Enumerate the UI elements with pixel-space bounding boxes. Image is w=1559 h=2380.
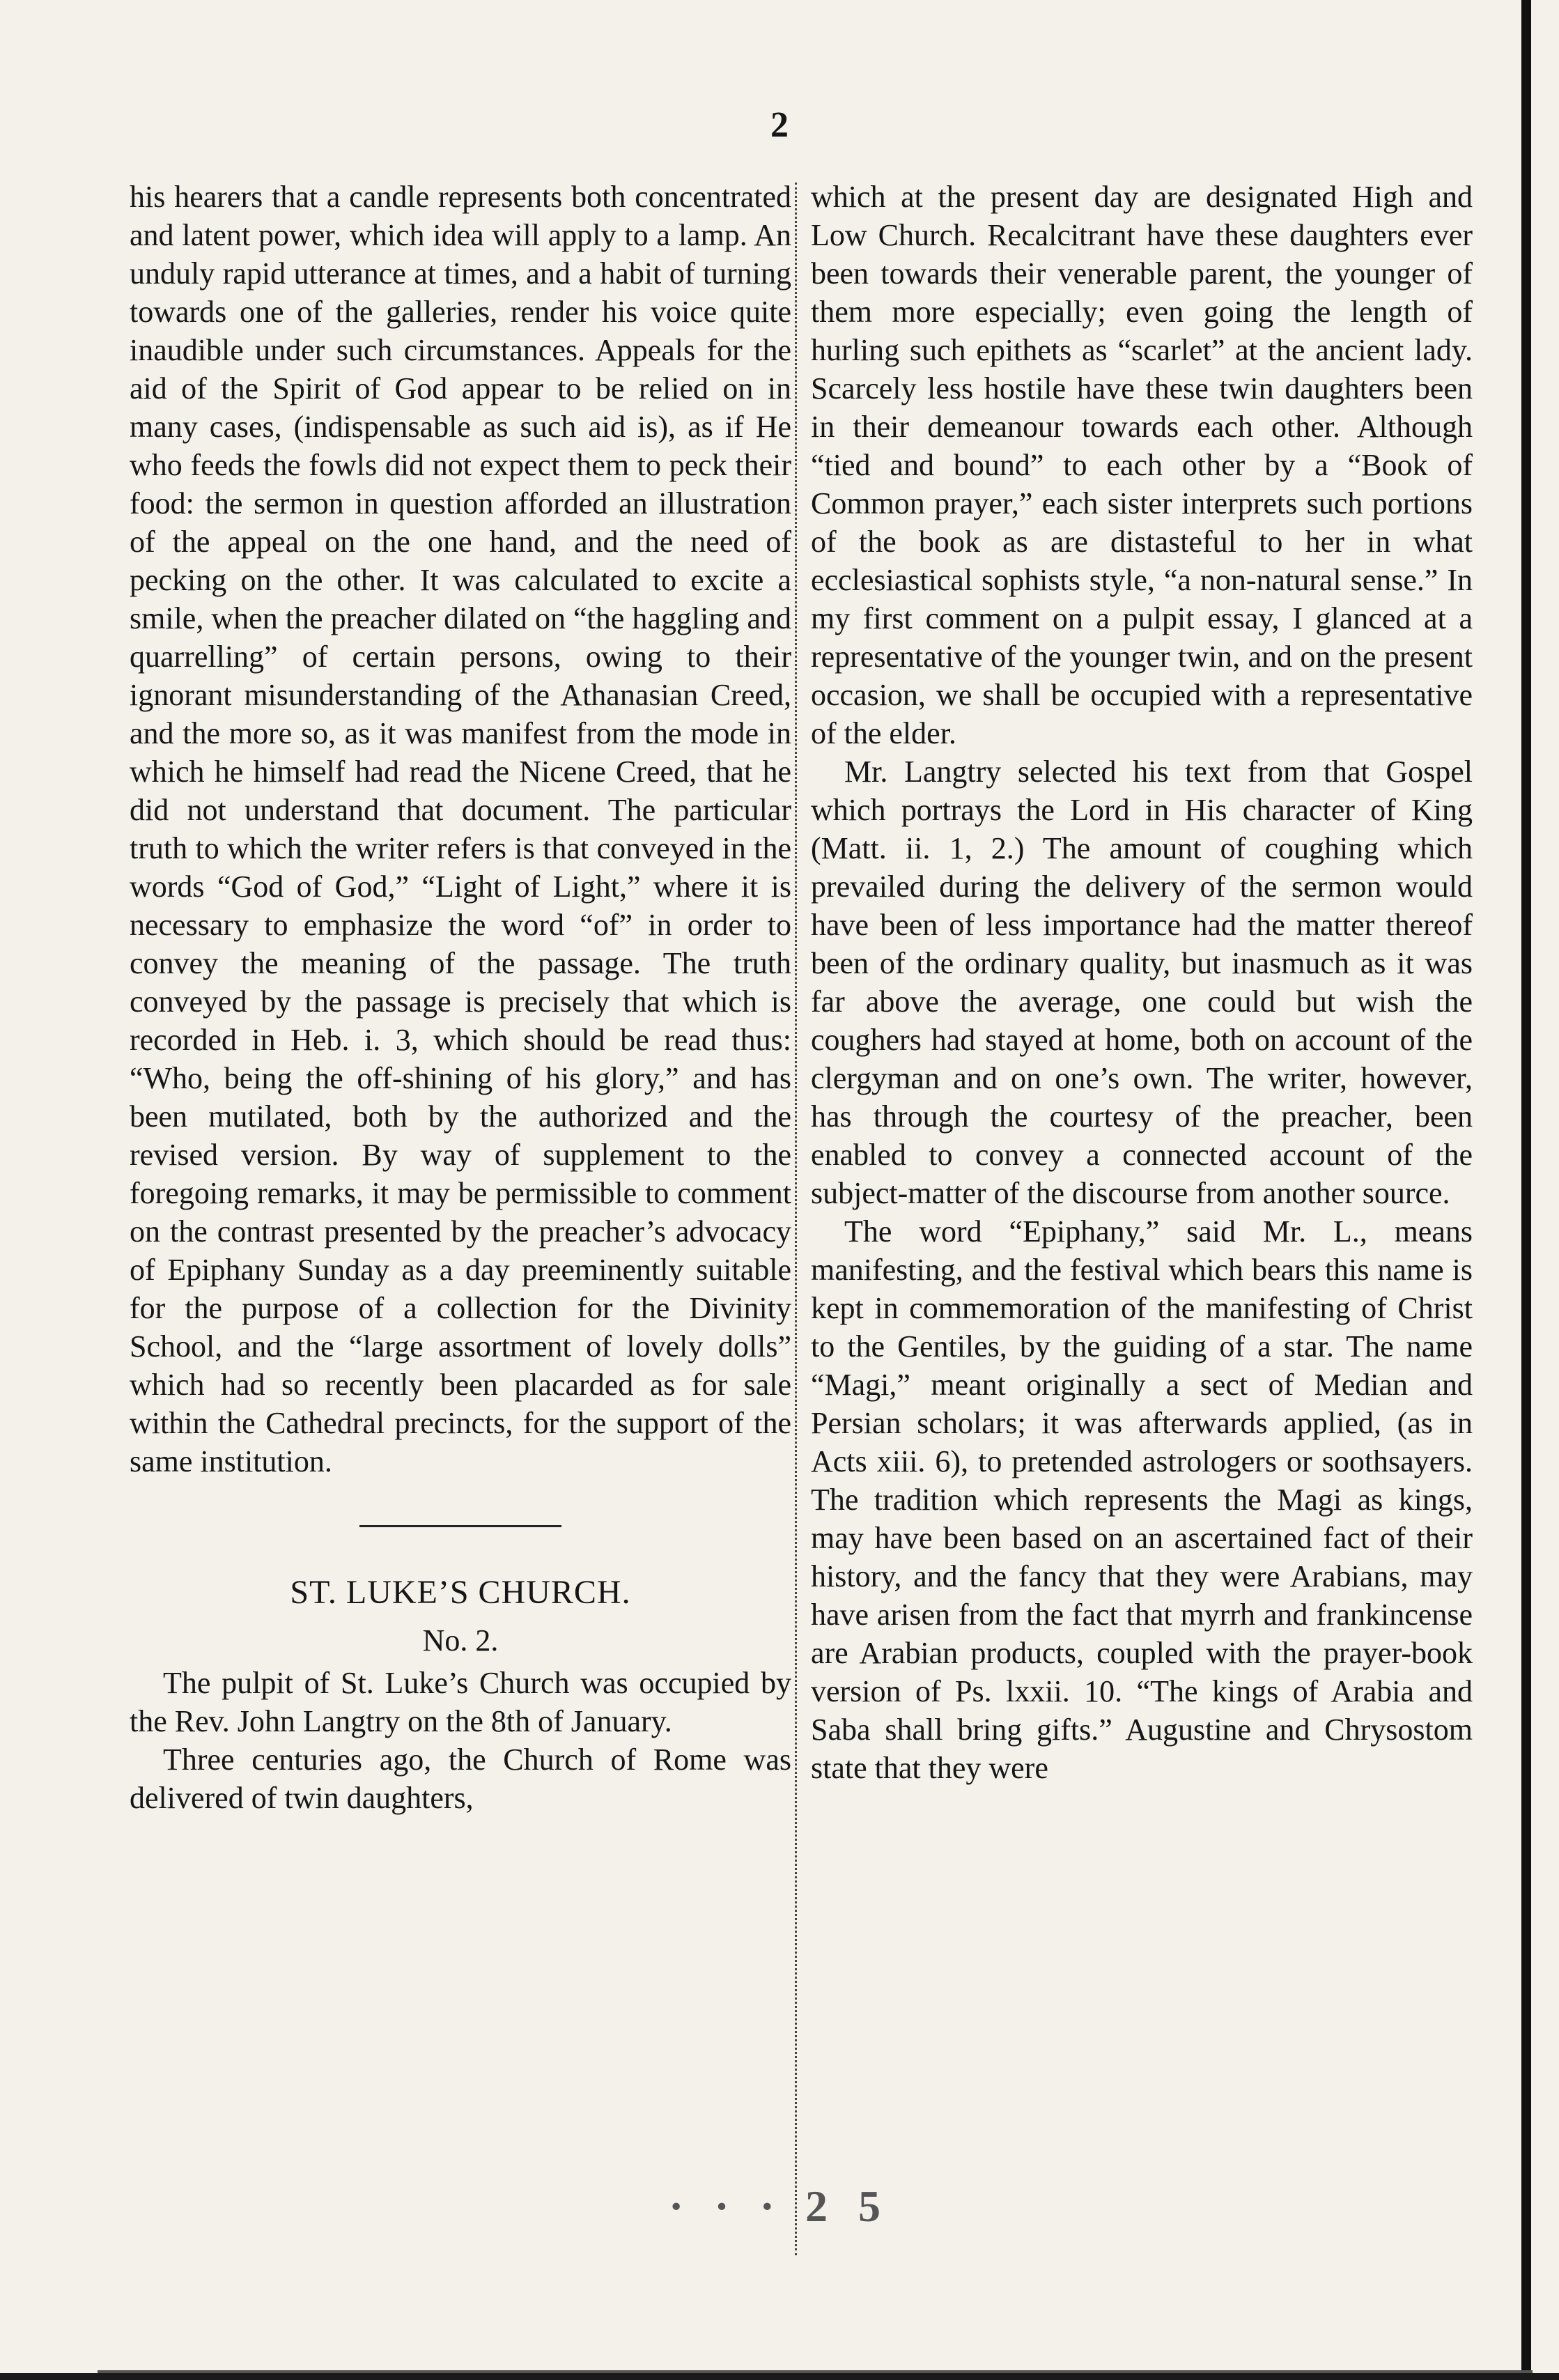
page-edge-bar (1521, 0, 1531, 2380)
right-column (811, 178, 1473, 1787)
page-number: 2 (770, 105, 789, 145)
bottom-edge-bar (0, 2373, 1559, 2380)
column-rule (795, 183, 797, 2255)
section-number: No. 2. (422, 1623, 499, 1658)
left-paragraph-1: his hearers that a candle represents both concentrated and latent power, which idea will apply to a lamp. An unduly rapid utterance at times, and a habit of turning towards one of the galleries, render his voice quite inaudible under such circumstances. Appeals for the aid of the Spirit of God appear to be relied on in many cases, (indispensable as such aid is), as if He who feeds the fowls did not expect them to peck their food: the sermon in question afforded an illustration of the appeal on the one hand, and the need of pecking on the other. It was calculated to excite a smile, when the preacher dilated on “the haggling and quarrelling” of certain persons, owing to their ignorant misunderstanding of the Athanasian Creed, and the more so, as it was manifest from the mode in which he himself had read the Nicene Creed, that he did not understand that document. The particular truth to which the writer refers is that conveyed in the words “God of God,” “Light of Light,” where it is necessary to emphasize the word “of” in order to convey the meaning of the passage. The truth conveyed by the passage is precisely that which is recorded in Heb. i. 3, which should be read thus: “Who, being the off-shining of his glory,” and has been mutilated, both by the authorized and the revised version. By way of supplement to the foregoing remarks, it may be permissible to comment on the contrast presented by the preacher’s advocacy of Epiphany Sunday as a day preeminently suitable for the purpose of a collection for the Divinity School, and the “large assortment of lovely dolls” which had so recently been placarded as for sale within the Cathedral precincts, for the support of the same institution. (130, 180, 791, 1478)
section-paragraph-1: The pulpit of St. Luke’s Church was occupied by the Rev. John Langtry on the 8th of January. (130, 1666, 791, 1738)
footer-catalogue-mark: · · · 2 5 (668, 2181, 891, 2231)
section-title: ST. LUKE’S CHURCH. (290, 1574, 631, 1611)
section-paragraph-2: Three centuries ago, the Church of Rome was delivered of twin daughters, (130, 1742, 791, 1815)
left-column (130, 178, 791, 1817)
right-paragraph-1: which at the present day are designated High and Low Church. Recalcitrant have these daughters ever been towards their venerable parent, the younger of them more especially; even going the length of hurling such epithets as “scarlet” at the ancient lady. Scarcely less hostile have these twin daughters been in their demeanour towards each other. Although “tied and bound” to each other by a “Book of Common prayer,” each sister interprets such portions of the book as are distasteful to her in what ecclesiastical sophists style, “a non-natural sense.” In my first comment on a pulpit essay, I glanced at a representative of the younger twin, and on the present occasion, we shall be occupied with a representative of the elder. (811, 180, 1473, 750)
right-paragraph-2: Mr. Langtry selected his text from that Gospel which portrays the Lord in His character of King (Matt. ii. 1, 2.) The amount of coughing which prevailed during the delivery of the sermon would have been of less importance had the matter thereof been of the ordinary quality, but inasmuch as it was far above the average, one could but wish the coughers had stayed at home, both on account of the clergyman and on one’s own. The writer, however, has through the courtesy of the preacher, been enabled to convey a connected account of the subject-matter of the discourse from another source. (811, 755, 1473, 1210)
section-divider-rule (359, 1525, 561, 1527)
right-paragraph-3: The word “Epiphany,” said Mr. L., means manifesting, and the festival which bears this name is kept in commemoration of the manifesting of Christ to the Gentiles, by the guiding of a star. The name “Magi,” meant originally a sect of Median and Persian scholars; it was afterwards applied, (as in Acts xiii. 6), to pretended astrologers or soothsayers. The tradition which represents the Magi as kings, may have been based on an ascertained fact of their history, and the fancy that they were Arabians, may have arisen from the fact that myrrh and frankincense are Arabian products, coupled with the prayer-book version of Ps. lxxii. 10. “The kings of Arabia and Saba shall bring gifts.” Augustine and Chrysostom state that they were (811, 1214, 1473, 1785)
